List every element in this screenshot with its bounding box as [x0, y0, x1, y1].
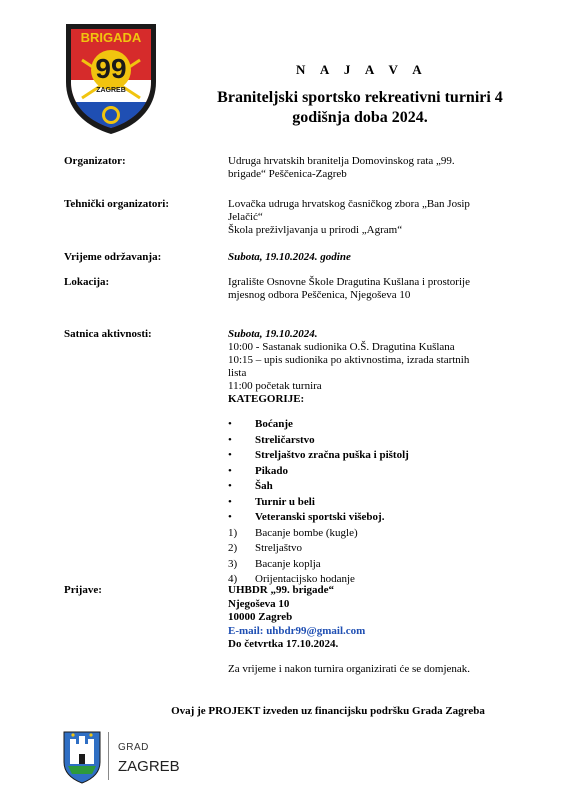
category-text: Boćanje [255, 418, 293, 430]
registration-email-link[interactable]: E-mail: uhbdr99@gmail.com [228, 624, 366, 637]
category-text: Streličarstvo [255, 433, 315, 446]
category-item [228, 480, 528, 496]
organizer-line-2: brigade“ Peščenica-Zagreb [228, 168, 347, 180]
category-item [228, 418, 528, 434]
time-value: Subota, 19.10.2024. godine [228, 251, 351, 263]
tech-line-3: Škola preživljavanja u prirodi „Agram“ [228, 224, 403, 236]
category-item [228, 558, 528, 574]
category-text: Bacanje bombe (kugle) [255, 526, 358, 539]
title-line-2: godišnja doba 2024. [292, 109, 428, 126]
registration-street: Njegoševa 10 [228, 597, 290, 610]
technical-organizers-value [228, 198, 528, 237]
category-marker: 3) [228, 557, 238, 570]
location-line-1: Igralište Osnovne Škole Dragutina Kušlana i prostorije [228, 276, 470, 288]
reception-note: Za vrijeme i nakon turnira organizirati će se domjenak. [228, 663, 471, 675]
category-marker: • [228, 449, 232, 461]
location-line-2: mjesnog odbora Peščenica, Njegoševa 10 [228, 289, 411, 301]
schedule-label: Satnica aktivnosti: [64, 328, 152, 340]
schedule-date: Subota, 19.10.2024. [228, 328, 318, 340]
categories-list [228, 418, 528, 589]
category-marker: • [228, 480, 232, 492]
category-marker: • [228, 464, 232, 477]
category-item [228, 527, 528, 543]
category-marker: • [228, 433, 232, 446]
location-value [228, 276, 528, 302]
category-text: Turnir u beli [255, 495, 315, 508]
category-marker: 4) [228, 573, 238, 585]
zagreb-coat-of-arms-icon [62, 730, 102, 784]
registration-city: 10000 Zagreb [228, 611, 293, 623]
registration-value [228, 584, 528, 652]
location-label: Lokacija: [64, 276, 110, 288]
tech-line-2: Jelačić“ [228, 211, 263, 223]
organizer-label: Organizator: [64, 155, 126, 167]
category-marker: • [228, 511, 232, 523]
schedule-line-2: 10:15 – upis sudionika po aktivnostima, izrada startnih [228, 354, 470, 366]
badge-number: 99 [95, 53, 127, 84]
category-marker: • [228, 495, 232, 508]
categories-heading: KATEGORIJE: [228, 393, 305, 405]
announcement-heading: N A J A V A [296, 62, 428, 77]
category-text: Šah [255, 480, 273, 492]
schedule-line-4: 11:00 početak turnira [228, 380, 322, 392]
category-text: Pikado [255, 464, 289, 477]
category-text: Streljaštvo [255, 542, 303, 554]
tech-line-1: Lovačka udruga hrvatskog časničkog zbora „Ban Josip [228, 198, 470, 210]
category-item [228, 434, 528, 450]
category-marker: 2) [228, 542, 238, 554]
technical-organizers-label: Tehnički organizatori: [64, 198, 170, 210]
logo-divider [108, 732, 109, 780]
badge-city: ZAGREB [96, 87, 126, 94]
organizer-line-1: Udruga hrvatskih branitelja Domovinskog rata „99. [228, 155, 455, 167]
brigade-badge-logo [62, 20, 160, 136]
logo-label-zagreb: ZAGREB [118, 758, 180, 775]
schedule-line-1: 10:00 - Sastanak sudionika O.Š. Dragutina Kušlana [228, 341, 455, 353]
organizer-value [228, 155, 528, 181]
category-text: Veteranski sportski višeboj. [255, 511, 385, 523]
registration-deadline: Do četvrtka 17.10.2024. [228, 638, 339, 650]
schedule-line-3: lista [228, 367, 247, 379]
badge-title: BRIGADA [80, 30, 142, 45]
category-marker: 1) [228, 526, 238, 539]
title-line-1: Braniteljski sportsko rekreativni turniri 4 [217, 89, 503, 106]
category-text: Bacanje koplja [255, 557, 321, 570]
logo-label-grad: GRAD [118, 742, 149, 753]
category-item [228, 511, 528, 527]
category-item [228, 542, 528, 558]
category-item [228, 496, 528, 512]
category-item [228, 449, 528, 465]
registration-label: Prijave: [64, 584, 102, 596]
category-text: Orijentacijsko hodanje [255, 573, 355, 585]
category-marker: • [228, 418, 232, 430]
category-item [228, 465, 528, 481]
page-title [200, 88, 520, 128]
time-label: Vrijeme održavanja: [64, 251, 162, 263]
registration-org: UHBDR „99. brigade“ [228, 584, 335, 596]
category-text: Streljaštvo zračna puška i pištolj [255, 449, 409, 461]
funding-note: Ovaj je PROJEKT izveden uz financijsku podršku Grada Zagreba [171, 705, 485, 717]
schedule-value [228, 328, 528, 406]
